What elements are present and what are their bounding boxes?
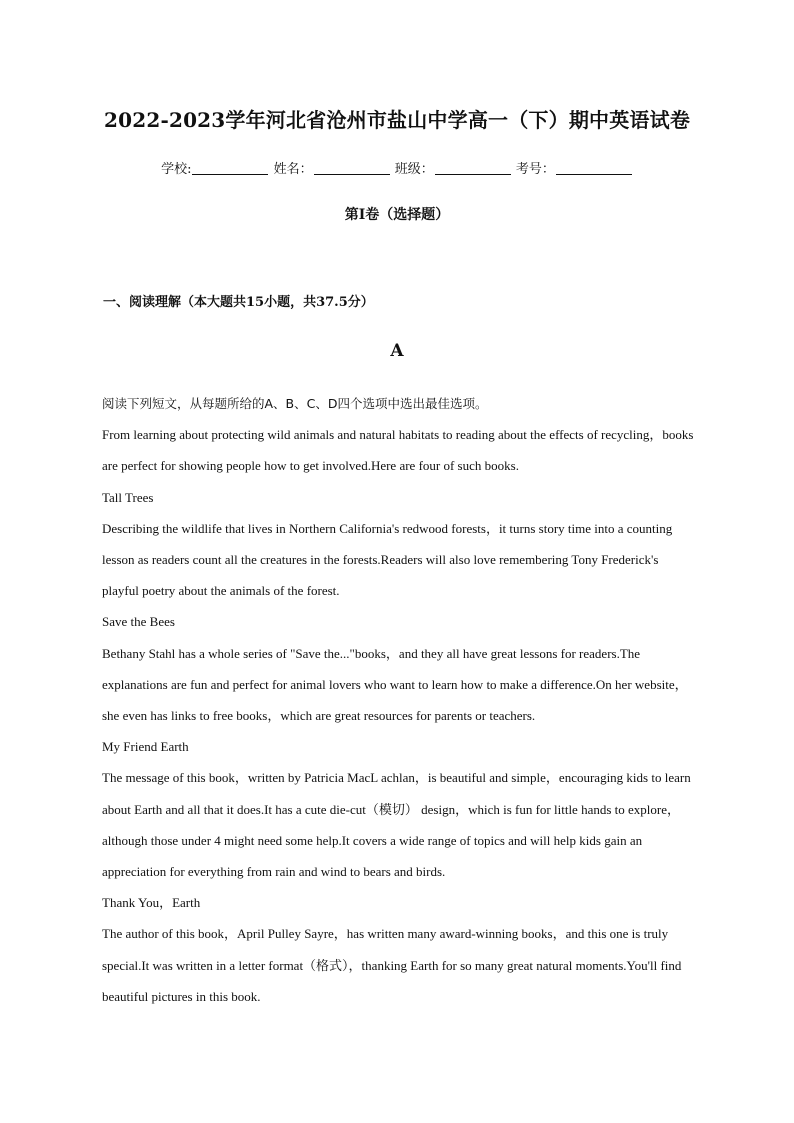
book-title: Save the Bees [102, 614, 175, 630]
exam-title: 2022-2023学年河北省沧州市盐山中学高一（下）期中英语试卷 [103, 108, 691, 132]
class-blank [435, 160, 511, 175]
number-label: 考号： [515, 162, 555, 177]
passage-letter: A [390, 341, 404, 361]
school-blank [192, 160, 268, 175]
name-label: 姓名： [273, 162, 313, 177]
book-title: My Friend Earth [102, 739, 189, 755]
book-description: Describing the wildlife that lives in Northern California's redwood forests，it turns story time into a counting lesson as readers count all the creatures in the forests.Readers will also love remembering Tony Frederick's playful poetry about the animals of the forest. [102, 520, 673, 599]
class-label: 班级： [394, 162, 434, 177]
book-description: Bethany Stahl has a whole series of "Save the..."books，and they all have great lessons for readers.The explanations are fun and perfect for animal lovers who want to learn how to make a difference.On her website，she even has links to free books，which are great resources for parents or teachers. [102, 645, 688, 724]
book-description: The author of this book，April Pulley Sayre，has written many award-winning books，and this one is truly special.It was written in a letter format（格式），thanking Earth for so many great natural moments.You'll find beautiful pictures in this book. [102, 926, 682, 1004]
intro-paragraph: From learning about protecting wild animals and natural habitats to reading about the effects of recycling，books are perfect for showing people how to get involved.Here are four of such books. [102, 427, 694, 474]
volume-heading: 第I卷（选择题） [344, 207, 450, 223]
student-info-line [0, 158, 794, 177]
book-title: Thank You，Earth [102, 895, 201, 911]
name-blank [314, 160, 390, 175]
passage-body [102, 388, 694, 1012]
section-heading: 一、阅读理解（本大题共15小题，共37.5分） [103, 295, 374, 310]
instruction-text: 阅读下列短文，从每题所给的A、B、C、D四个选项中选出最佳选项。 [102, 396, 488, 411]
book-title: Tall Trees [102, 489, 154, 505]
number-blank [556, 160, 632, 175]
school-label: 学校: [161, 162, 192, 177]
book-description: The message of this book，written by Patricia MacL achlan，is beautiful and simple，encouraging kids to learn about Earth and all that it does.It has a cute die-cut（模切） design，which is fun for little hands to explore，although those under 4 might need some help.It covers a wide range of topics and will help kids gain an appreciation for everything from rain and wind to bears and birds. [102, 770, 691, 880]
